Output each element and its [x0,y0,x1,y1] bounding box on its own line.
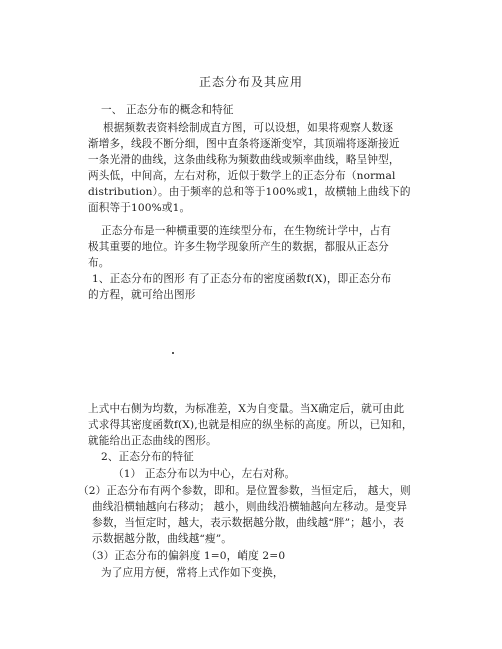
paragraph-line: 为了应用方便，常将上式作如下变换， [101,567,284,579]
list-item: （3）正态分布的偏斜度 1=0，峭度 2=0 [86,550,286,562]
paragraph-line: 示数据越分散，曲线越“瘦”。 [92,533,233,545]
list-item: （2）正态分布有两个参数，即和。是位置参数，当恒定后， 越大，则 [78,485,411,497]
paragraph-line: 根据频数表资料绘制成直方图，可以设想，如果将观察人数逐 [103,122,394,134]
figure-mark [172,352,174,354]
paragraph-line: 正态分布是一种横重要的连续型分布，在生物统计学中，占有 [101,225,392,237]
paragraph-line: 的方程，就可给出图形 [88,289,196,301]
paragraph-line: 极其重要的地位。许多生物学现象所产生的数据，都服从正态分 [88,241,389,253]
paragraph-line: 两头低，中间高，左右对称，近似于数学上的正态分布（normal [88,170,396,182]
paragraph-line: 布。 [88,257,110,269]
section1-heading: 一、 正态分布的概念和特征 [101,104,234,116]
figure-area [88,308,418,398]
paragraph-line: 曲线沿横轴越向右移动； 越小，则曲线沿横轴越向左移动。是变异 [92,501,408,513]
paragraph-line: 上式中右侧为均数，为标准差，X为自变量。当X确定后，就可由此 [88,403,405,415]
paragraph-line: 一条光滑的曲线，这条曲线称为频数曲线或频率曲线，略呈钟型， [88,154,400,166]
paragraph-line: distribution）。由于频率的总和等于100%或1，故横轴上曲线下的 [88,186,411,198]
list-item: （1） 正态分布以为中心，左右对称。 [113,468,296,480]
document-title: 正态分布及其应用 [198,75,303,89]
paragraph-line: 面积等于100%或1。 [88,202,191,214]
paragraph-line: 1、正态分布的图形 有了正态分布的密度函数f(X)，即正态分布 [92,273,392,285]
paragraph-line: 渐增多，线段不断分细，图中直条将逐渐变窄，其顶端将逐渐接近 [88,138,400,150]
paragraph-line: 参数，当恒定时，越大，表示数据越分散，曲线越“胖”；越小，表 [92,517,404,529]
paragraph-line: 式求得其密度函数f(X),也就是相应的纵坐标的高度。所以，已知和， [88,419,413,431]
paragraph-line: 就能给出正态曲线的图形。 [88,435,217,447]
section2-heading: 2、正态分布的特征 [101,451,194,463]
